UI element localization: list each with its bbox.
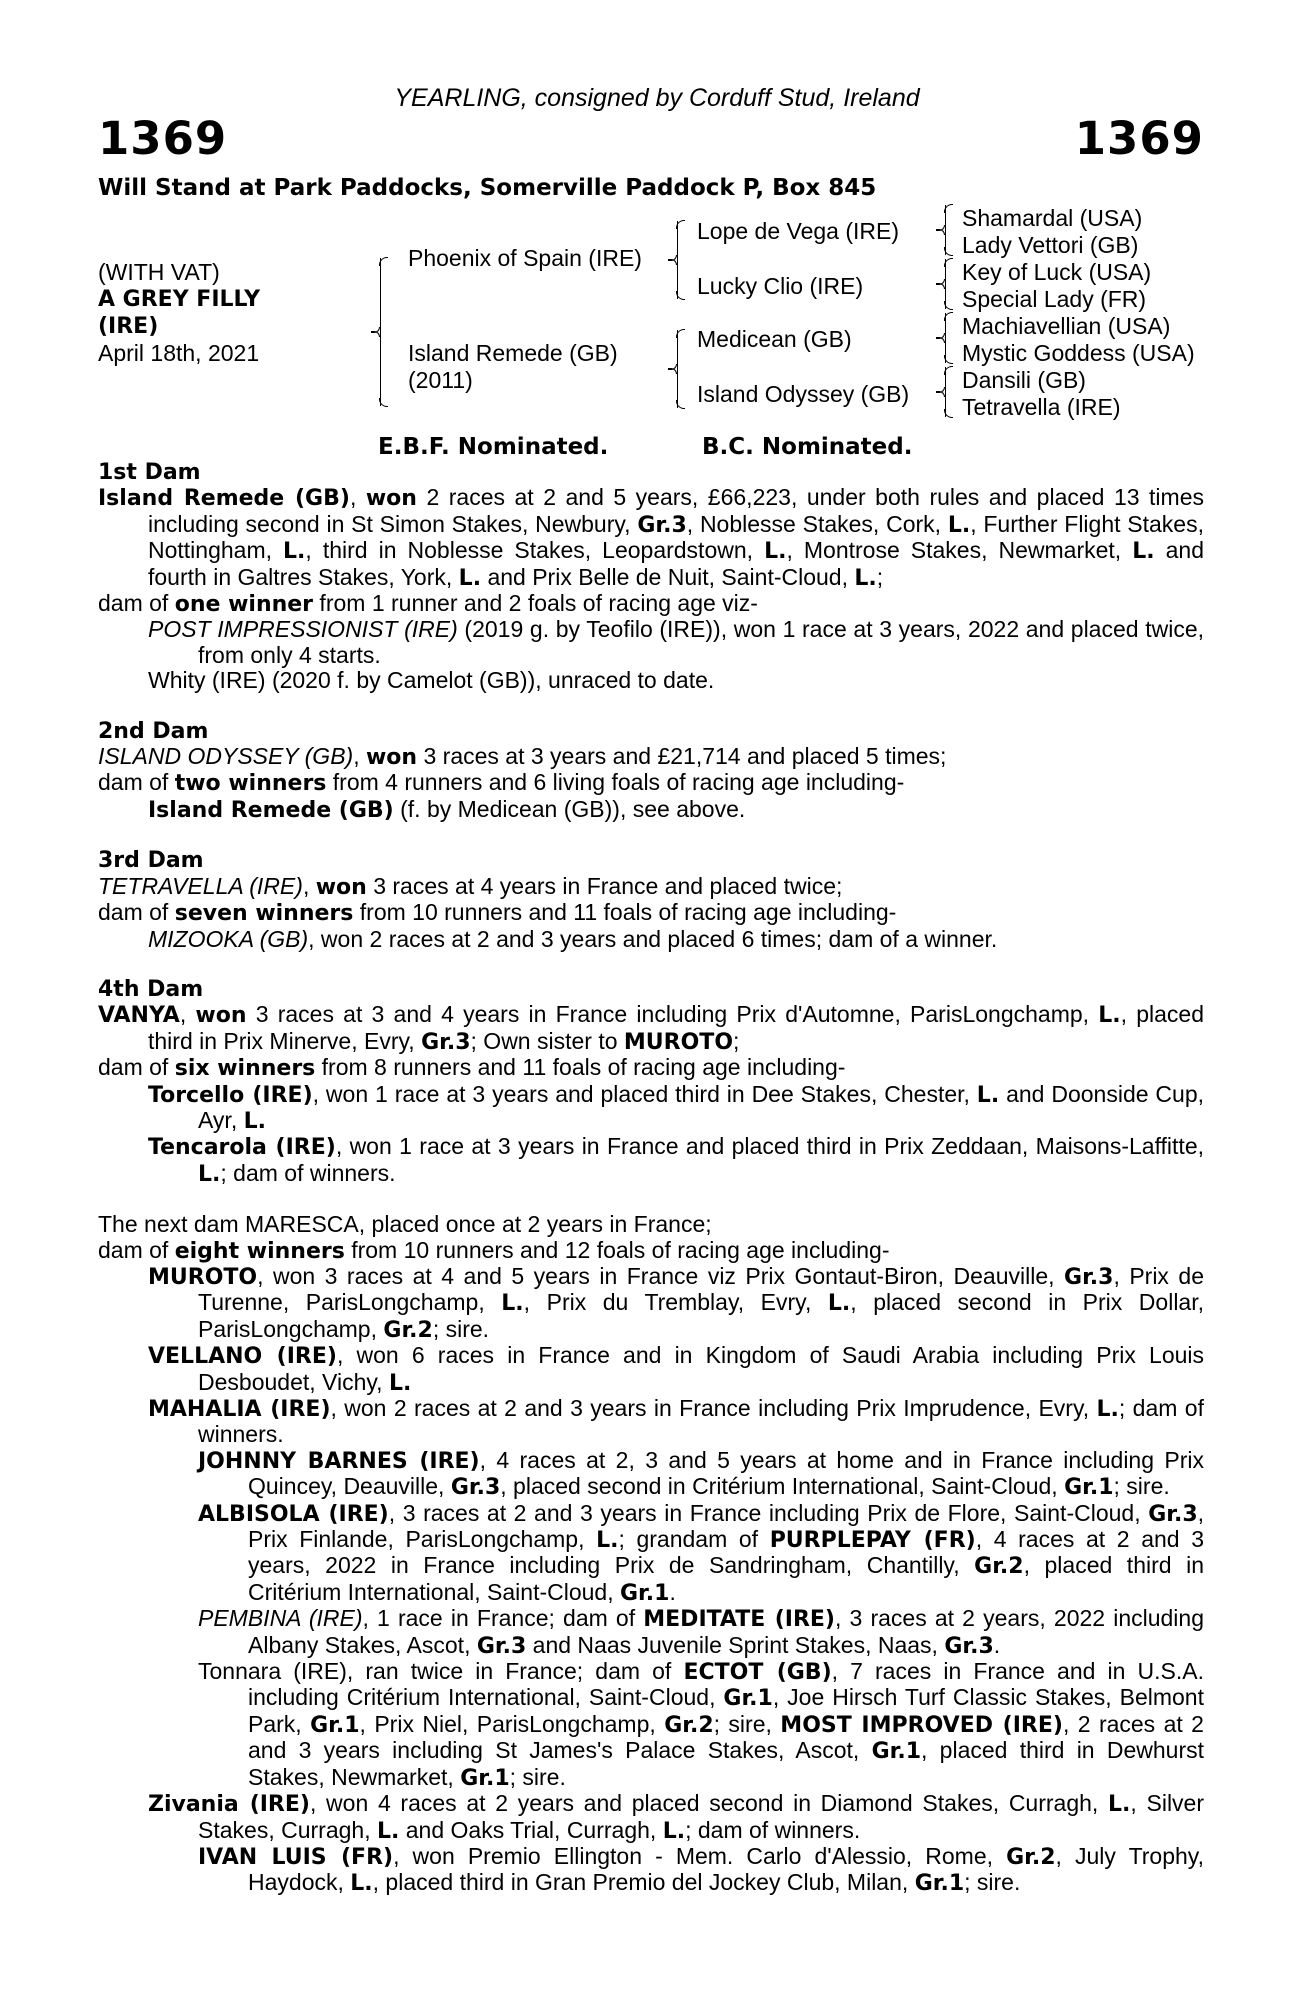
- text-run: 3 races at 3 years and £21,714 and placed 5 times;: [417, 743, 947, 770]
- pedigree-brace-dd: [945, 367, 946, 417]
- listed: L.: [662, 1818, 686, 1844]
- section-heading-1st-dam: 1st Dam: [98, 460, 201, 485]
- text-run: (f. by Medicean (GB)), see above.: [393, 795, 746, 822]
- text-run: , Prix Finlande, ParisLongchamp,: [248, 1499, 1205, 1553]
- produce-entry: [98, 617, 1204, 668]
- text-run: , won 1 race at 3 years in France and placed third in Prix Zeddaan, Maisons-Laffitte,: [335, 1133, 1204, 1160]
- text-run: dam of: [98, 1054, 175, 1081]
- pedigree-dds: Dansili (GB): [962, 367, 1086, 393]
- pedigree-brace-ds: [945, 313, 946, 363]
- text-run: , Prix Niel, ParisLongchamp,: [359, 1710, 665, 1737]
- text-run: 3 races at 4 years in France and placed twice;: [366, 872, 843, 899]
- text-run: and fourth in Galtres Stakes, York,: [148, 537, 1204, 590]
- text-run: , Silver Stakes, Curragh,: [198, 1790, 1205, 1843]
- text-run: ; sire.: [432, 1315, 490, 1342]
- third-dam-produce-line: [98, 900, 1204, 926]
- listed: L.: [350, 1871, 373, 1897]
- text-run: , 7 races in France and in U.S.A. including Critérium International, Saint-Cloud,: [248, 1658, 1205, 1711]
- text-run: , Joe Hirsch Turf Classic Stakes, Belmont Park,: [248, 1684, 1204, 1737]
- text-run: , placed third in Critérium International, Saint-Cloud,: [248, 1552, 1204, 1605]
- winner-count: one winner: [174, 592, 314, 618]
- pedigree-sire-dam: Lucky Clio (IRE): [697, 273, 864, 299]
- produce-entry: [98, 1082, 1204, 1135]
- text-run: , Noblesse Stakes, Cork,: [686, 510, 948, 537]
- text-run: ; sire.: [509, 1763, 566, 1790]
- produce-entry: [98, 1134, 1204, 1187]
- text-run: , placed third in Gran Premio del Jockey Club, Milan,: [372, 1869, 915, 1896]
- text-run: , Further Flight Stakes, Nottingham,: [148, 510, 1204, 564]
- text-run: , placed third in Prix Minerve, Evry,: [148, 1001, 1204, 1054]
- listed: L.: [764, 539, 787, 565]
- first-dam-name: Island Remede (GB): [98, 486, 350, 512]
- produce-name: JOHNNY BARNES (IRE): [198, 1448, 480, 1474]
- produce-name: MAHALIA (IRE): [148, 1397, 331, 1422]
- produce-name: Island Remede (GB): [148, 797, 394, 823]
- listed: L.: [947, 512, 971, 538]
- winner-count: eight winners: [174, 1238, 345, 1264]
- produce-entry: [98, 927, 1204, 952]
- second-dam-paragraph: ISLAND ODYSSEY (GB), won 3 races at 3 years and £21,714 and placed 5 times;: [98, 743, 947, 771]
- pedigree-sdd: Special Lady (FR): [962, 286, 1147, 312]
- text-run: and Prix Belle de Nuit, Saint-Cloud,: [481, 563, 855, 590]
- listed: L.: [283, 539, 306, 565]
- text-run: , won 1 race at 3 years and placed third in Dee Stakes, Chester,: [312, 1080, 977, 1107]
- produce-name: IVAN LUIS (FR): [198, 1844, 394, 1870]
- text-run: and Oaks Trial, Curragh,: [399, 1816, 663, 1843]
- section-heading-2nd-dam: 2nd Dam: [98, 718, 209, 744]
- text-run: and Naas Juvenile Sprint Stakes, Naas,: [526, 1631, 945, 1658]
- text-run: from 10 runners and 12 foals of racing age including-: [344, 1236, 890, 1263]
- text-run: , third in Noblesse Stakes, Leopardstown,: [305, 537, 765, 564]
- group-3: Gr.3: [944, 1633, 994, 1659]
- won-word: won: [315, 874, 367, 900]
- text-run: , won 3 races at 4 and 5 years in France viz Prix Gontaut-Biron, Deauville,: [257, 1262, 1065, 1289]
- produce-entry: [98, 1343, 1204, 1396]
- text-run: , won 2 races at 2 and 3 years and placed 6 times; dam of a winner.: [308, 925, 998, 952]
- lot-number-right: 1369: [1074, 112, 1204, 165]
- group-3: Gr.3: [1064, 1264, 1114, 1290]
- text-run: , 1 race in France; dam of: [362, 1605, 644, 1632]
- pedigree-sds: Key of Luck (USA): [962, 259, 1152, 285]
- bc-nominated: B.C. Nominated.: [702, 434, 913, 460]
- group-2: Gr.2: [383, 1317, 433, 1343]
- text-run: , won 2 races at 2 and 3 years in France including Prix Imprudence, Evry,: [330, 1395, 1097, 1421]
- text-run: ;: [733, 1027, 740, 1054]
- text-run: , 4 races at 2, 3 and 5 years at home and in France including Prix Quincey, Deauville,: [248, 1446, 1204, 1500]
- group-2: Gr.2: [1006, 1844, 1056, 1870]
- consignor-line: YEARLING, consigned by Corduff Stud, Ireland: [394, 84, 920, 112]
- listed: L.: [1096, 1397, 1119, 1422]
- pedigree-brace-dam: [677, 330, 678, 408]
- listed: L.: [376, 1818, 400, 1844]
- pedigree-dam-sire: Medicean (GB): [697, 326, 852, 352]
- stand-location: Will Stand at Park Paddocks, Somerville Paddock P, Box 845: [98, 175, 877, 201]
- text-run: , Prix du Tremblay, Evry,: [523, 1289, 828, 1316]
- listed: L.: [388, 1370, 412, 1396]
- text-run: , placed second in Prix Dollar, ParisLongchamp,: [198, 1289, 1204, 1342]
- fourth-dam-paragraph: VANYA, won 3 races at 3 and 4 years in France including Prix d'Automne, ParisLongchamp, L., placed third in Prix Minerve, Evry, Gr.3; Own sister to MUROTO;: [98, 1001, 1204, 1055]
- pedigree-sire: Phoenix of Spain (IRE): [408, 245, 642, 271]
- group-3: Gr.3: [637, 512, 687, 538]
- second-dam-produce-line: [98, 770, 1204, 796]
- fourth-dam-produce-line: [98, 1055, 1204, 1081]
- third-dam-paragraph: TETRAVELLA (IRE), won 3 races at 4 years in France and placed twice;: [98, 872, 843, 900]
- horse-name-line1: A GREY FILLY: [98, 287, 261, 312]
- won-word: won: [195, 1003, 247, 1029]
- grand-produce-entry: [98, 1659, 1204, 1791]
- won-word: won: [365, 486, 417, 512]
- sibling-name: MUROTO: [623, 1029, 734, 1055]
- fourth-dam-name: VANYA: [98, 1003, 180, 1029]
- produce-name: ECTOT (GB): [683, 1660, 832, 1686]
- text-run: from 10 runners and 11 foals of racing age including-: [353, 899, 897, 926]
- text-run: dam of: [98, 590, 175, 617]
- listed: L.: [501, 1291, 524, 1317]
- text-run: , 2 races at 2 and 3 years including St James's Palace Stakes, Ascot,: [248, 1710, 1204, 1764]
- winner-count: six winners: [174, 1056, 316, 1082]
- produce-name: MIZOOKA (GB): [148, 925, 309, 952]
- text-run: ; Own sister to: [470, 1027, 624, 1054]
- text-run: , won 4 races at 2 years and placed second in Diamond Stakes, Curragh,: [309, 1790, 1109, 1817]
- group-1: Gr.1: [723, 1686, 773, 1712]
- produce-entry: [98, 797, 1204, 823]
- pedigree-brace-ss: [945, 205, 946, 255]
- listed: L.: [198, 1161, 221, 1187]
- text-run: ; grandam of: [618, 1526, 770, 1553]
- pedigree-dss: Machiavellian (USA): [962, 313, 1171, 339]
- produce-name: MUROTO: [148, 1264, 258, 1290]
- pedigree-dam: Island Remede (GB): [408, 340, 618, 366]
- text-run: , placed second in Critérium International, Saint-Cloud,: [500, 1473, 1065, 1500]
- next-dam-produce-line: [98, 1238, 1204, 1264]
- pedigree-brace-sd: [945, 259, 946, 309]
- text-run: , 3 races at 2 and 3 years in France including Prix de Flore, Saint-Cloud,: [388, 1499, 1149, 1526]
- grand-produce-entry: [98, 1448, 1204, 1501]
- listed: L.: [243, 1108, 266, 1134]
- listed: L.: [1108, 1792, 1131, 1818]
- first-dam-paragraph: Island Remede (GB), won 2 races at 2 and 5 years, £66,223, under both rules and placed 13 times including second in St Simon Stakes, Newbury, Gr.3, Noblesse Stakes, Cork, L., Further Flight Stakes, Nottingham, L., third in Noblesse Stakes, Leopardstown, L., Montrose Stakes, Newmarket, L. and fourth in Galtres Stakes, York, L. and Prix Belle de Nuit, Saint-Cloud, L.;: [98, 484, 1204, 591]
- grand-produce-entry: [98, 1844, 1204, 1897]
- text-run: , 4 races at 2 and 3 years, 2022 in France including Prix de Sandringham, Chantilly,: [248, 1526, 1205, 1579]
- text-run: , placed third in Dewhurst Stakes, Newmarket,: [248, 1737, 1205, 1790]
- text-run: ; dam of winners.: [220, 1159, 396, 1186]
- listed: L.: [1098, 1003, 1121, 1029]
- text-run: , Montrose Stakes, Newmarket,: [786, 537, 1133, 564]
- text-run: from 1 runner and 2 foals of racing age viz-: [313, 590, 758, 617]
- produce-entry: [98, 1264, 1204, 1343]
- group-1: Gr.1: [871, 1739, 922, 1765]
- listed: L.: [976, 1082, 1000, 1108]
- text-run: ; sire,: [713, 1710, 781, 1737]
- group-1: Gr.1: [1064, 1475, 1114, 1501]
- text-run: dam of: [98, 1236, 175, 1263]
- listed: L.: [596, 1528, 619, 1554]
- text-run: , won 6 races in France and in Kingdom of Saudi Arabia including Prix Louis Desboudet, Vichy,: [198, 1342, 1205, 1395]
- pedigree-brace-sire: [677, 221, 678, 299]
- group-1: Gr.1: [620, 1580, 670, 1606]
- group-1: Gr.1: [310, 1712, 360, 1738]
- listed: L.: [458, 565, 482, 591]
- text-run: dam of: [98, 899, 175, 926]
- produce-name: ALBISOLA (IRE): [198, 1501, 389, 1527]
- text-run: dam of: [98, 769, 175, 796]
- next-dam-line: The next dam MARESCA, placed once at 2 years in France;: [98, 1211, 712, 1238]
- pedigree-body: [98, 460, 1204, 1897]
- pedigree-dsd: Mystic Goddess (USA): [962, 340, 1195, 366]
- text-run: .: [669, 1578, 676, 1605]
- text-run: , 3 races at 2 years, 2022 including Albany Stakes, Ascot,: [248, 1605, 1205, 1658]
- lot-number-left: 1369: [98, 112, 228, 165]
- section-heading-3rd-dam: 3rd Dam: [98, 848, 204, 874]
- first-dam-record: 2 races at 2 and 5 years, £66,223, under both rules and placed 13 times including second in St Simon Stakes, Newbury,: [148, 484, 1204, 537]
- produce-name: POST IMPRESSIONIST (IRE): [148, 616, 458, 643]
- produce-name: VELLANO (IRE): [148, 1344, 337, 1370]
- pedigree-sire-sire: Lope de Vega (IRE): [697, 218, 900, 244]
- pedigree-dam-dam: Island Odyssey (GB): [697, 381, 910, 407]
- text-run: , won Premio Ellington - Mem. Carlo d'Alessio, Rome,: [393, 1842, 1007, 1869]
- produce-name: Zivania (IRE): [148, 1792, 310, 1818]
- text-run: , Prix de Turenne, ParisLongchamp,: [198, 1262, 1204, 1316]
- grand-produce-entry: [98, 1501, 1204, 1607]
- group-2: Gr.2: [974, 1554, 1024, 1580]
- produce-name: MEDITATE (IRE): [643, 1607, 835, 1633]
- group-3: Gr.3: [476, 1633, 527, 1659]
- pedigree-ddd: Tetravella (IRE): [962, 394, 1121, 420]
- produce-name: Torcello (IRE): [148, 1082, 313, 1108]
- horse-name-line2: (IRE): [98, 314, 159, 339]
- produce-entry: Whity (IRE) (2020 f. by Camelot (GB)), unraced to date.: [148, 667, 715, 694]
- section-heading-4th-dam: 4th Dam: [98, 976, 204, 1002]
- vat-label: (WITH VAT): [98, 259, 220, 285]
- text-run: .: [993, 1631, 1001, 1658]
- produce-name: PEMBINA (IRE): [198, 1605, 363, 1632]
- group-1: Gr.1: [460, 1765, 510, 1791]
- pedigree-ssd: Lady Vettori (GB): [962, 232, 1139, 258]
- listed: L.: [827, 1291, 851, 1317]
- text-run: ; sire.: [1113, 1473, 1170, 1500]
- group-1: Gr.1: [914, 1871, 965, 1897]
- ebf-nominated: E.B.F. Nominated.: [378, 434, 609, 460]
- produce-entry: [98, 1396, 1204, 1448]
- group-2: Gr.2: [664, 1712, 714, 1738]
- text-run: (2019 g. by Teofilo (IRE)), won 1 race at 3 years, 2022 and placed twice, from only 4 starts.: [198, 616, 1204, 668]
- foaling-date: April 18th, 2021: [98, 340, 260, 366]
- text-run: ; dam of winners.: [685, 1816, 861, 1843]
- text-run: and Doonside Cup, Ayr,: [198, 1080, 1204, 1133]
- grand-produce-entry: [98, 1606, 1204, 1659]
- text-run: ; dam of winners.: [198, 1395, 1204, 1448]
- pedigree-sss: Shamardal (USA): [962, 205, 1143, 231]
- text-run: ;: [876, 563, 884, 590]
- produce-name: Tencarola (IRE): [148, 1135, 336, 1161]
- listed: L.: [1132, 539, 1155, 565]
- text-run: ; sire.: [964, 1869, 1021, 1896]
- group-3: Gr.3: [450, 1475, 501, 1501]
- second-dam-name: ISLAND ODYSSEY (GB): [98, 743, 354, 770]
- listed: L.: [854, 565, 877, 591]
- text-run: from 4 runners and 6 living foals of racing age including-: [326, 769, 905, 796]
- produce-name: PURPLEPAY (FR): [769, 1528, 976, 1554]
- text-run: 3 races at 3 and 4 years in France including Prix d'Automne, ParisLongchamp,: [246, 1001, 1099, 1028]
- first-dam-produce-line: [98, 591, 1204, 617]
- pedigree-dam-year: (2011): [408, 367, 473, 393]
- pedigree-brace-main: [380, 258, 381, 406]
- text-run: from 8 runners and 11 foals of racing age including-: [315, 1054, 846, 1081]
- won-word: won: [365, 745, 418, 771]
- text-run: Tonnara (IRE), ran twice in France; dam of: [198, 1658, 684, 1685]
- third-dam-name: TETRAVELLA (IRE): [98, 872, 303, 899]
- group-3: Gr.3: [1148, 1501, 1198, 1527]
- winner-count: two winners: [174, 771, 327, 797]
- group-3: Gr.3: [421, 1029, 471, 1055]
- text-run: , July Trophy, Haydock,: [248, 1842, 1204, 1896]
- winner-count: seven winners: [174, 901, 354, 927]
- produce-entry: [98, 1791, 1204, 1844]
- produce-name: MOST IMPROVED (IRE): [780, 1712, 1063, 1738]
